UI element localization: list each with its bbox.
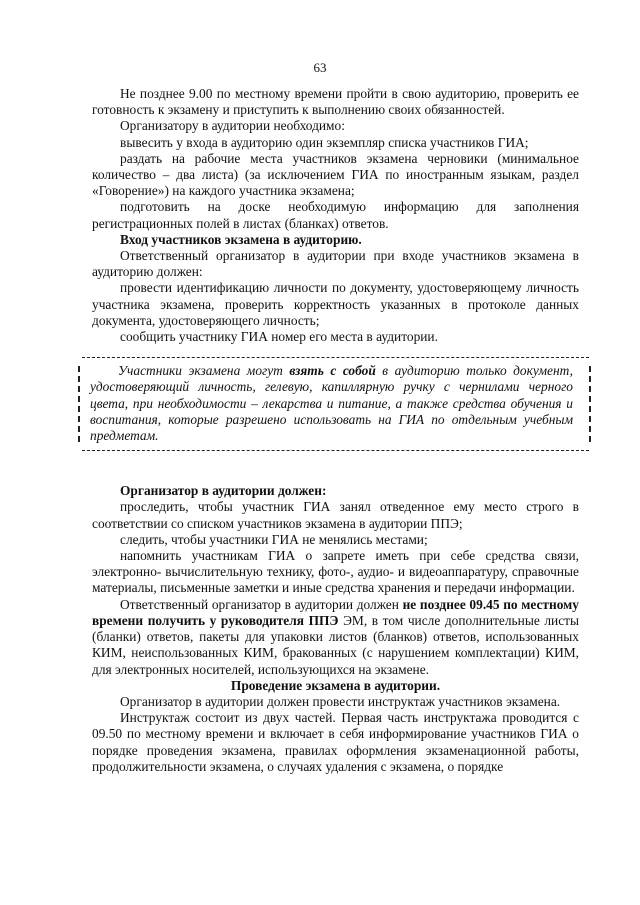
note-text-bold: взять с собой bbox=[289, 363, 376, 379]
paragraph: Ответственный организатор в аудитории при входе участников экзамена в аудиторию должен: bbox=[92, 248, 579, 280]
note-box bbox=[82, 357, 589, 451]
section-heading-conduct: Проведение экзамена в аудитории. bbox=[230, 677, 441, 693]
responsible-text-bold: не позднее 09.45 по местному времени получить у руководителя ППЭ bbox=[92, 596, 579, 628]
paragraph: следить, чтобы участники ГИА не менялись местами; bbox=[120, 531, 428, 547]
section-heading-entry: Вход участников экзамена в аудиторию. bbox=[120, 231, 362, 247]
responsible-text-2: ЭМ, в том числе дополнительные листы (бланки) ответов, пакеты для упаковки листов (бланков) ответов, использованных КИМ, неиспользованных КИМ, бракованных (с нарушением комплектации) КИМ, для электронных носителей, использующихся на экзамене. bbox=[92, 612, 579, 677]
document-body bbox=[92, 86, 579, 775]
paragraph-responsible bbox=[92, 597, 579, 678]
paragraph: Не позднее 9.00 по местному времени пройти в свою аудиторию, проверить ее готовность к экзамену и приступить к выполнению своих обязанностей. bbox=[92, 86, 579, 118]
section-heading-duties: Организатор в аудитории должен: bbox=[120, 483, 327, 499]
note-text-before: Участники экзамена могут bbox=[118, 363, 290, 379]
page-number: 63 bbox=[313, 60, 327, 75]
paragraph: провести идентификацию личности по документу, удостоверяющему личность участника экзамена, проверить корректность указанных в протоколе данных документа, удостоверяющего личность; bbox=[92, 280, 579, 328]
paragraph: проследить, чтобы участник ГИА занял отведенное ему место строго в соответствии со списком участников экзамена в аудитории ППЭ; bbox=[92, 499, 579, 531]
spacer bbox=[92, 451, 579, 483]
note-text-after: в аудиторию только документ, удостоверяющий личность, гелевую, капиллярную ручку с чернилами черного цвета, при необходимости – лекарства и питание, а также средства обучения и воспитания, которые разрешено использовать на ГИА по отдельным учебным предметам. bbox=[90, 363, 573, 444]
paragraph: сообщить участнику ГИА номер его места в аудитории. bbox=[120, 329, 438, 345]
paragraph: Организатор в аудитории должен провести инструктаж участников экзамена. bbox=[120, 693, 561, 709]
responsible-text-1: Ответственный организатор в аудитории должен bbox=[120, 596, 403, 612]
paragraph: подготовить на доске необходимую информацию для заполнения регистрационных полей в листах (бланках) ответов. bbox=[92, 199, 579, 231]
paragraph: Организатору в аудитории необходимо: bbox=[120, 118, 345, 134]
paragraph: Инструктаж состоит из двух частей. Первая часть инструктажа проводится с 09.50 по местному времени и включает в себя информирование участников ГИА о порядке проведения экзамена, правилах оформления экзаменационной работы, продолжительности экзамена, о случаях удаления с экзамена, о порядке bbox=[92, 710, 579, 774]
paragraph: напомнить участникам ГИА о запрете иметь при себе средства связи, электронно- вычислительную технику, фото-, аудио- и видеоаппаратуру, справочные материалы, письменные заметки и иные средства хранения и передачи информации. bbox=[92, 548, 579, 596]
paragraph: вывесить у входа в аудиторию один экземпляр списка участников ГИА; bbox=[120, 134, 529, 150]
paragraph: раздать на рабочие места участников экзамена черновики (минимальное количество – два листа) (за исключением ГИА по иностранным языкам, раздел «Говорение») на каждого участника экзамена; bbox=[92, 150, 579, 199]
